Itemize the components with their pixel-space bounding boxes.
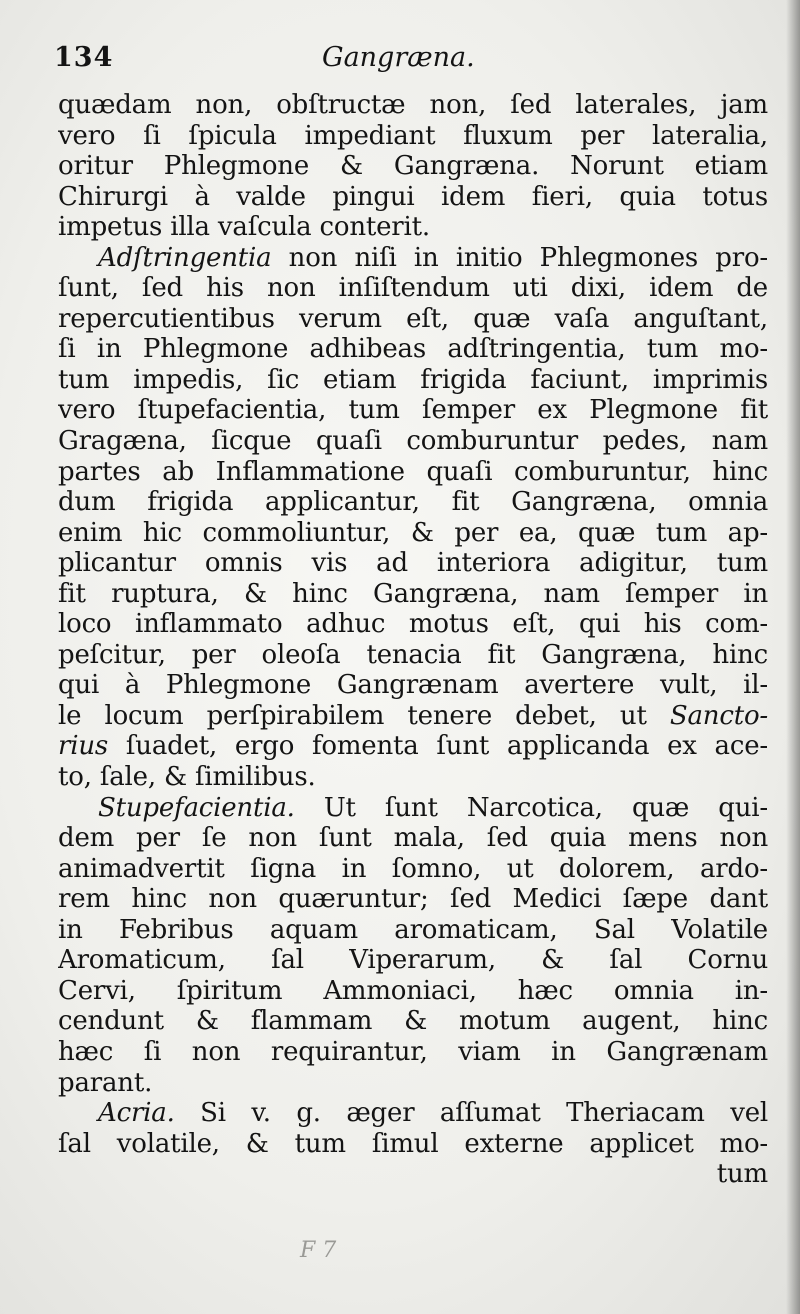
author-name: rius bbox=[58, 731, 109, 762]
text-line: vero ſtupefacientia, tum ſemper ex Plegmone fit bbox=[58, 395, 768, 426]
text-line: loco inflammato adhuc motus eſt, qui his com- bbox=[58, 609, 768, 640]
text-line-paragraph-start bbox=[58, 793, 768, 824]
paragraph-keyword: Stupefacientia. bbox=[98, 792, 295, 823]
text-line: quædam non, obſtructæ non, ſed laterales, jam bbox=[58, 90, 768, 120]
text-line-start: le locum perſpirabilem tenere debet, ut bbox=[58, 700, 670, 731]
text-line: enim hic commoliuntur, & per ea, quæ tum ap- bbox=[58, 517, 768, 548]
page-edge-shadow bbox=[786, 0, 800, 1314]
page-number: 134 bbox=[54, 42, 114, 73]
text-line: tum impedis, ſic etiam frigida faciunt, imprimis bbox=[58, 364, 768, 395]
signature-mark: F 7 bbox=[300, 1238, 337, 1263]
text-line: in Febribus aquam aromaticam, Sal Volatile bbox=[58, 914, 768, 945]
text-line: Chirurgi à valde pingui idem fieri, quia totus bbox=[58, 181, 768, 212]
text-line: plicantur omnis vis ad interiora adigitur, tum bbox=[58, 548, 768, 579]
paragraph-keyword: Acria. bbox=[98, 1098, 175, 1129]
page-header bbox=[54, 42, 744, 82]
text-line: ſunt, ſed his non inſiſtendum uti dixi, idem de bbox=[58, 273, 768, 304]
text-line: vero ſi ſpicula impediant fluxum per lateralia, bbox=[58, 120, 768, 151]
author-name: Sancto- bbox=[669, 700, 768, 731]
text-line-paragraph-start bbox=[58, 243, 768, 274]
text-line: cendunt & flammam & motum augent, hinc bbox=[58, 1006, 768, 1037]
running-title: Gangræna. bbox=[322, 42, 475, 73]
text-line bbox=[58, 701, 768, 732]
body-text bbox=[58, 90, 768, 1190]
text-line: rem hinc non quæruntur; ſed Medici ſæpe dant bbox=[58, 884, 768, 915]
text-line-rest: ſuadet, ergo fomenta ſunt applicanda ex ace- bbox=[108, 731, 768, 762]
text-line: oritur Phlegmone & Gangræna. Norunt etiam bbox=[58, 151, 768, 182]
text-line: dum frigida applicantur, fit Gangræna, omnia bbox=[58, 487, 768, 518]
text-line-paragraph-start bbox=[58, 1098, 768, 1129]
text-line: peſcitur, per oleoſa tenacia fit Gangræna, hinc bbox=[58, 639, 768, 670]
text-line: animadvertit ſigna in ſomno, ut dolorem, ardo- bbox=[58, 853, 768, 884]
text-line: parant. bbox=[58, 1067, 153, 1098]
catchword: tum bbox=[716, 1159, 768, 1190]
text-line bbox=[58, 731, 768, 762]
text-line: repercutientibus verum eſt, quæ vaſa anguſtant, bbox=[58, 303, 768, 334]
text-line: Aromaticum, ſal Viperarum, & ſal Cornu bbox=[58, 945, 768, 976]
text-line: fit ruptura, & hinc Gangræna, nam ſemper in bbox=[58, 578, 768, 609]
text-line: Cervi, ſpiritum Ammoniaci, hæc omnia in- bbox=[58, 975, 768, 1006]
text-line: qui à Phlegmone Gangrænam avertere vult, il- bbox=[58, 670, 768, 701]
text-line: dem per ſe non ſunt mala, ſed quia mens non bbox=[58, 823, 768, 854]
text-line: to, ſale, & ſimilibus. bbox=[58, 762, 316, 793]
text-line: Gragæna, ſicque quaſi comburuntur pedes, nam bbox=[58, 426, 768, 457]
paragraph-keyword: Adſtringentia bbox=[98, 242, 272, 273]
text-line: ſi in Phlegmone adhibeas adſtringentia, tum mo- bbox=[58, 334, 768, 365]
text-line-rest: Si v. g. æger aſſumat Theriacam vel bbox=[200, 1098, 768, 1129]
text-line: partes ab Inflammatione quaſi comburuntur, hinc bbox=[58, 456, 768, 487]
text-line: ſal volatile, & tum ſimul externe applicet mo- bbox=[58, 1128, 768, 1159]
text-line-rest: Ut ſunt Narcotica, quæ qui- bbox=[323, 792, 768, 823]
text-line-rest: non niſi in initio Phlegmones pro- bbox=[288, 242, 768, 273]
text-line: impetus illa vaſcula conterit. bbox=[58, 212, 430, 243]
text-line: hæc ſi non requirantur, viam in Gangrænam bbox=[58, 1036, 768, 1067]
